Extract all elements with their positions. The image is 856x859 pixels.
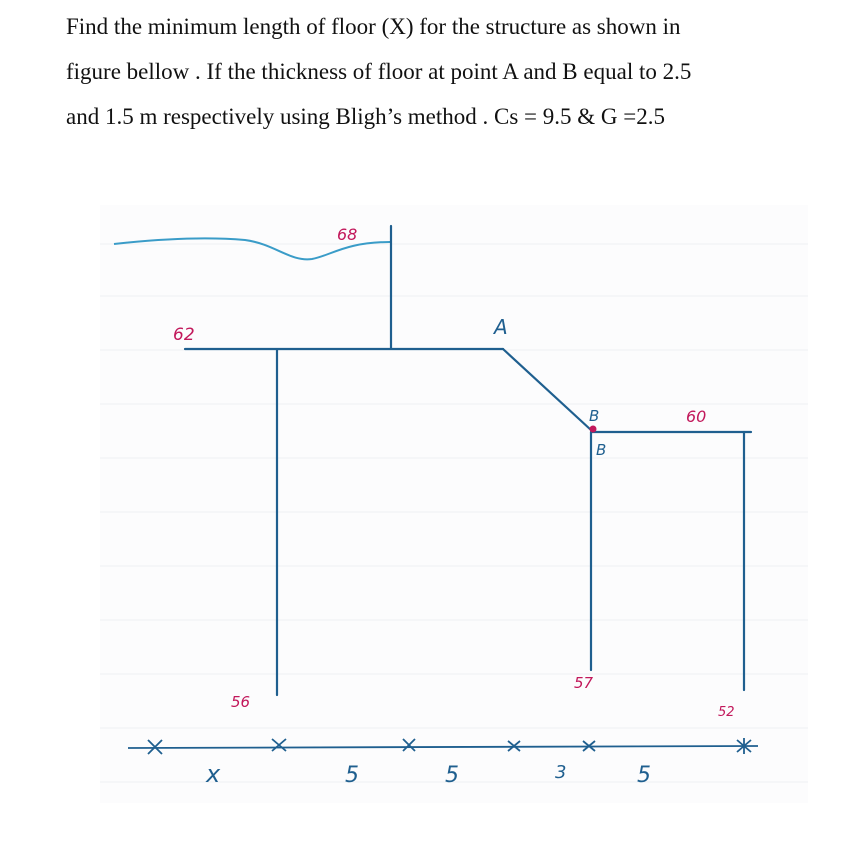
dimension-label-5-third: 5 — [637, 763, 651, 788]
label-upstream-floor: 62 — [173, 325, 195, 345]
label-point-b-bottom: B — [596, 441, 607, 459]
problem-line-1: Find the minimum length of floor (X) for the structure as shown in — [66, 14, 681, 39]
problem-line-3: and 1.5 m respectively using Bligh’s method . Cs = 9.5 & G =2.5 — [66, 104, 665, 129]
glacis-slope — [503, 349, 591, 430]
dimension-label-x: x — [206, 760, 221, 788]
notebook-ruling — [100, 244, 808, 782]
dimension-line — [128, 746, 758, 748]
label-pile-tip-56: 56 — [231, 693, 251, 711]
label-water-level: 68 — [337, 225, 358, 244]
dimension-label-5-first: 5 — [345, 763, 359, 788]
label-downstream-floor: 60 — [686, 407, 707, 426]
label-pile-tip-57: 57 — [574, 674, 594, 692]
dimension-tick-2 — [272, 739, 286, 751]
dimension-label-5-second: 5 — [445, 763, 459, 788]
label-pile-tip-52: 52 — [718, 705, 735, 720]
dimension-line-group — [128, 738, 758, 754]
dimension-tick-3 — [403, 739, 415, 751]
label-point-a: A — [494, 315, 508, 339]
point-b-marker — [590, 426, 597, 433]
label-point-b-top: B — [589, 407, 600, 425]
dimension-label-3: 3 — [555, 762, 567, 783]
problem-line-2: figure bellow . If the thickness of floor at point A and B equal to 2.5 — [66, 59, 692, 84]
